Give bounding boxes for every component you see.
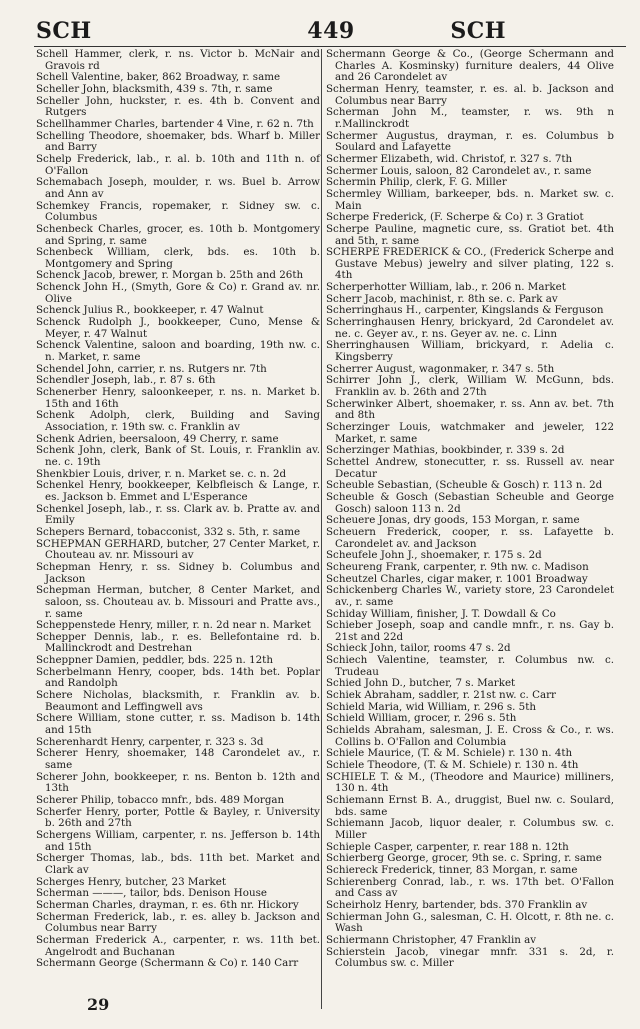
directory-entry: Schiday William, finisher, J. T. Dowdall & Co — [326, 607, 556, 620]
directory-entry: Schirrer John J., clerk, William W. McGunn, bds. Franklin av. b. 26th and 27th — [326, 374, 614, 399]
directory-entry: Schiek Abraham, saddler, r. 21st nw. c. Carr — [326, 689, 556, 702]
directory-entry: Schenbeck William, clerk, bds. es. 10th b. Montgomery and Spring — [36, 246, 320, 270]
column-divider — [321, 49, 322, 1009]
directory-entry: Scherrer August, wagonmaker, r. 347 s. 5th — [326, 362, 555, 375]
directory-entry: Schierman John G., salesman, C. H. Olcott, r. 8th ne. c. Wash — [326, 910, 614, 935]
directory-entry: Scheppner Damien, peddler, bds. 225 n. 12th — [36, 654, 273, 667]
directory-entry: Schenck John H., (Smyth, Gore & Co) r. Grand av. nr. Olive — [36, 281, 320, 305]
directory-entry: Schemabach Joseph, moulder, r. ws. Buel b. Arrow and Ann av — [36, 176, 320, 200]
directory-entry: Scherman John M., teamster, r. ws. 9th n r.Mallinckrodt — [326, 106, 614, 130]
directory-entry: Schiele Maurice, (T. & M. Schiele) r. 130 n. 4th — [326, 747, 573, 760]
directory-entry: Schermin Philip, clerk, F. G. Miller — [326, 176, 507, 189]
left-column — [36, 49, 320, 970]
directory-entry: Scherbelmann Henry, cooper, bds. 14th bet. Poplar and Randolph — [36, 665, 320, 690]
directory-entry: Schenk Adolph, clerk, Building and Saving Association, r. 19th sw. c. Franklin av — [36, 409, 320, 433]
directory-entry: Scherperhotter William, lab., r. 206 n. Market — [326, 281, 566, 294]
directory-entry: Scherfer Henry, porter, Pottle & Bayley, r. University b. 26th and 27th — [36, 805, 320, 830]
directory-entry: Schierberg George, grocer, 9th se. c. Spring, r. same — [326, 852, 602, 865]
directory-entry: Sherringhausen William, brickyard, r. Adelia c. Kingsberry — [326, 339, 614, 364]
directory-entry: Scherger Thomas, lab., bds. 11th bet. Market and Clark av — [36, 852, 320, 876]
directory-entry: Scheureng Frank, carpenter, r. 9th nw. c. Madison — [326, 560, 589, 573]
directory-entry: Schell Valentine, baker, 862 Broadway, r. same — [36, 71, 281, 84]
directory-entry: Schettel Andrew, stonecutter, r. ss. Russell av. near Decatur — [326, 455, 614, 480]
directory-entry: Scherman ———, tailor, bds. Denison House — [36, 887, 267, 900]
header-rule — [34, 46, 626, 47]
directory-entry: Schepman Henry, r. ss. Sidney b. Columbus and Jackson — [36, 560, 320, 585]
directory-entry: Scheuere Jonas, dry goods, 153 Morgan, r. same — [326, 514, 580, 527]
directory-entry: Scheirholz Henry, bartender, bds. 370 Franklin av — [326, 898, 588, 911]
directory-entry: Scheuern Frederick, cooper, r. ss. Lafayette b. Carondelet av. and Jackson — [326, 525, 614, 550]
directory-entry: Schiereck Frederick, tinner, 83 Morgan, r. same — [326, 863, 578, 876]
directory-entry: Scherman Henry, teamster, r. es. al. b. Jackson and Columbus near Barry — [326, 82, 614, 107]
directory-entry: Schickenberg Charles W., variety store, 23 Carondelet av., r. same — [326, 584, 614, 608]
directory-entry: Schenk John, clerk, Bank of St. Louis, r. Franklin av. ne. c. 19th — [36, 444, 320, 468]
directory-entry: Scherman Frederick A., carpenter, r. ws. 11th bet. Angelrodt and Buchanan — [36, 933, 320, 958]
directory-entry: Schellhammer Charles, bartender 4 Vine, r. 62 n. 7th — [36, 117, 314, 130]
directory-entry: Schenck Julius R., bookkeeper, r. 47 Walnut — [36, 304, 264, 317]
directory-entry: Schermer Elizabeth, wid. Christof, r. 327 s. 7th — [326, 152, 573, 165]
directory-entry: Schere William, stone cutter, r. ss. Madison b. 14th and 15th — [36, 712, 320, 737]
directory-entry: Scherges Henry, butcher, 23 Market — [36, 875, 226, 888]
directory-entry: Scheufele John J., shoemaker, r. 175 s. 2d — [326, 549, 542, 562]
directory-entry: Scherenhardt Henry, carpenter, r. 323 s. 3d — [36, 735, 264, 748]
page-number: 449 — [307, 18, 355, 44]
directory-entry: Schermer Louis, saloon, 82 Carondelet av., r. same — [326, 164, 592, 177]
directory-entry: Scherman Charles, drayman, r. es. 6th nr. Hickory — [36, 898, 299, 911]
page-header — [36, 18, 626, 44]
directory-entry: Schenck Valentine, saloon and boarding, 19th nw. c. n. Market, r. same — [36, 339, 320, 364]
directory-entry: Scheutzel Charles, cigar maker, r. 1001 Broadway — [326, 572, 588, 585]
directory-entry: Schere Nicholas, blacksmith, r. Franklin av. b. Beaumont and Leffingwell avs — [36, 689, 320, 713]
directory-entry: Schiermann Christopher, 47 Franklin av — [326, 933, 537, 946]
right-column — [326, 49, 614, 970]
directory-entry: Schermann George & Co., (George Schermann and Charles A. Kosminsky) furniture dealers, 44 Olive and 26 Carondelet av — [326, 48, 614, 84]
directory-entry: Schenck Rudolph J., bookkeeper, Cuno, Mense & Meyer, r. 47 Walnut — [36, 316, 320, 340]
directory-entry: Schenkel Henry, bookkeeper, Kelbfleisch & Lange, r. es. Jackson b. Emmet and L'Esperance — [36, 479, 320, 503]
directory-entry: Schiech Valentine, teamster, r. Columbus nw. c. Trudeau — [326, 654, 614, 678]
directory-entry: Schieple Casper, carpenter, r. rear 188 n. 12th — [326, 840, 569, 853]
directory-entry: Schell Hammer, clerk, r. ns. Victor b. McNair and Gravois rd — [36, 48, 320, 72]
directory-entry: Scherer Henry, shoemaker, 148 Carondelet av., r. same — [36, 747, 320, 772]
directory-entry: Scherringhaus H., carpenter, Kingslands & Ferguson — [326, 304, 604, 317]
directory-entry: Scheppenstede Henry, miller, r. n. 2d near n. Market — [36, 619, 311, 632]
directory-entry: Schield Maria, wid William, r. 296 s. 5th — [326, 700, 536, 713]
directory-entry: Schepers Bernard, tobacconist, 332 s. 5th, r. same — [36, 525, 301, 538]
directory-entry: Schieber Joseph, soap and candle mnfr., r. ns. Gay b. 21st and 22d — [326, 619, 614, 643]
directory-entry: Schepper Dennis, lab., r. es. Bellefontaine rd. b. Mallinckrodt and Destrehan — [36, 630, 320, 655]
directory-entry: Scherwinker Albert, shoemaker, r. ss. Ann av. bet. 7th and 8th — [326, 397, 614, 422]
directory-entry: Schierstein Jacob, vinegar mnfr. 331 s. 2d, r. Columbus sw. c. Miller — [326, 945, 614, 970]
directory-entry: Schieck John, tailor, rooms 47 s. 2d — [326, 642, 511, 655]
directory-entry: Schendler Joseph, lab., r. 87 s. 6th — [36, 374, 216, 387]
directory-entry: Scherzinger Mathias, bookbinder, r. 339 s. 2d — [326, 444, 565, 457]
directory-entry: Scherzinger Louis, watchmaker and jeweler, 122 Market, r. same — [326, 421, 614, 445]
directory-entry: Schelp Frederick, lab., r. al. b. 10th and 11th n. of O'Fallon — [36, 152, 320, 177]
directory-entry: Schenck Jacob, brewer, r. Morgan b. 25th and 26th — [36, 269, 304, 282]
directory-entry: Schendel John, carrier, r. ns. Rutgers nr. 7th — [36, 362, 267, 375]
directory-entry: Schermley William, barkeeper, bds. n. Market sw. c. Main — [326, 187, 614, 212]
directory-entry: Scheller John, huckster, r. es. 4th b. Convent and Rutgers — [36, 94, 320, 119]
directory-entry: Schepman Herman, butcher, 8 Center Market, and saloon, ss. Chouteau av. b. Missouri and Pratte avs., r. same — [36, 584, 320, 620]
directory-entry: Scherr Jacob, machinist, r. 8th se. c. Park av — [326, 292, 558, 305]
directory-entry: Scheuble Sebastian, (Scheuble & Gosch) r. 113 n. 2d — [326, 479, 603, 492]
directory-entry: Schelling Theodore, shoemaker, bds. Wharf b. Miller and Barry — [36, 129, 320, 154]
directory-entry: Schiemann Jacob, liquor dealer, r. Columbus sw. c. Miller — [326, 817, 614, 841]
directory-entry: Schiele Theodore, (T. & M. Schiele) r. 130 n. 4th — [326, 759, 579, 772]
directory-entry: Schiemann Ernst B. A., druggist, Buel nw. c. Soulard, bds. same — [326, 794, 614, 818]
directory-entry: SCHERPE FREDERICK & CO., (Frederick Scherpe and Gustave Mebus) jewelry and silver plating, 122 s. 4th — [326, 246, 614, 282]
directory-entry: Schenk Adrien, beersaloon, 49 Cherry, r. same — [36, 432, 279, 445]
directory-entry: Schermer Augustus, drayman, r. es. Columbus b Soulard and Lafayette — [326, 129, 614, 154]
directory-entry: Scherer Philip, tobacco mnfr., bds. 489 Morgan — [36, 794, 285, 806]
directory-entry: Schergens William, carpenter, r. ns. Jefferson b. 14th and 15th — [36, 828, 320, 853]
directory-entry: Schierenberg Conrad, lab., r. ws. 17th bet. O'Fallon and Cass av — [326, 875, 614, 900]
directory-entry: Schields Abraham, salesman, J. E. Cross & Co., r. ws. Collins b. O'Fallon and Columbia — [326, 724, 614, 748]
directory-entry: Schenbeck Charles, grocer, es. 10th b. Montgomery and Spring, r. same — [36, 222, 320, 247]
signature-mark: 29 — [87, 995, 110, 1014]
directory-entry: Scheller John, blacksmith, 439 s. 7th, r. same — [36, 82, 273, 95]
header-left-heading: SCH — [36, 18, 92, 44]
directory-entry: Schemkey Francis, ropemaker, r. Sidney sw. c. Columbus — [36, 199, 320, 224]
directory-entry: Schenerber Henry, saloonkeeper, r. ns. n. Market b. 15th and 16th — [36, 386, 320, 410]
directory-entry: Scherer John, bookkeeper, r. ns. Benton b. 12th and 13th — [36, 770, 320, 795]
directory-entry: SCHIELE T. & M., (Theodore and Maurice) milliners, 130 n. 4th — [326, 770, 614, 795]
directory-entry: Scherpe Frederick, (F. Scherpe & Co) r. 3 Gratiot — [326, 211, 584, 224]
directory-entry: SCHEPMAN GERHARD, butcher, 27 Center Market, r. Chouteau av. nr. Missouri av — [36, 537, 320, 562]
header-right-heading: SCH — [450, 18, 506, 44]
directory-entry: Shenkbier Louis, driver, r. n. Market se. c. n. 2d — [36, 467, 287, 480]
directory-entry: Scherman Frederick, lab., r. es. alley b. Jackson and Columbus near Barry — [36, 910, 320, 935]
directory-entry: Schield William, grocer, r. 296 s. 5th — [326, 712, 517, 725]
directory-entry: Schermann George (Schermann & Co) r. 140 Carr — [36, 957, 299, 970]
directory-entry: Schenkel Joseph, lab., r. ss. Clark av. b. Pratte av. and Emily — [36, 502, 320, 527]
directory-entry: Scheuble & Gosch (Sebastian Scheuble and George Gosch) saloon 113 n. 2d — [326, 490, 614, 515]
directory-entry: Schied John D., butcher, 7 s. Market — [326, 677, 516, 690]
directory-entry: Scherpe Pauline, magnetic cure, ss. Gratiot bet. 4th and 5th, r. same — [326, 222, 614, 247]
directory-entry: Scherringhausen Henry, brickyard, 2d Carondelet av. ne. c. Geyer av., r. ns. Geyer av. ne. c. Linn — [326, 316, 614, 340]
